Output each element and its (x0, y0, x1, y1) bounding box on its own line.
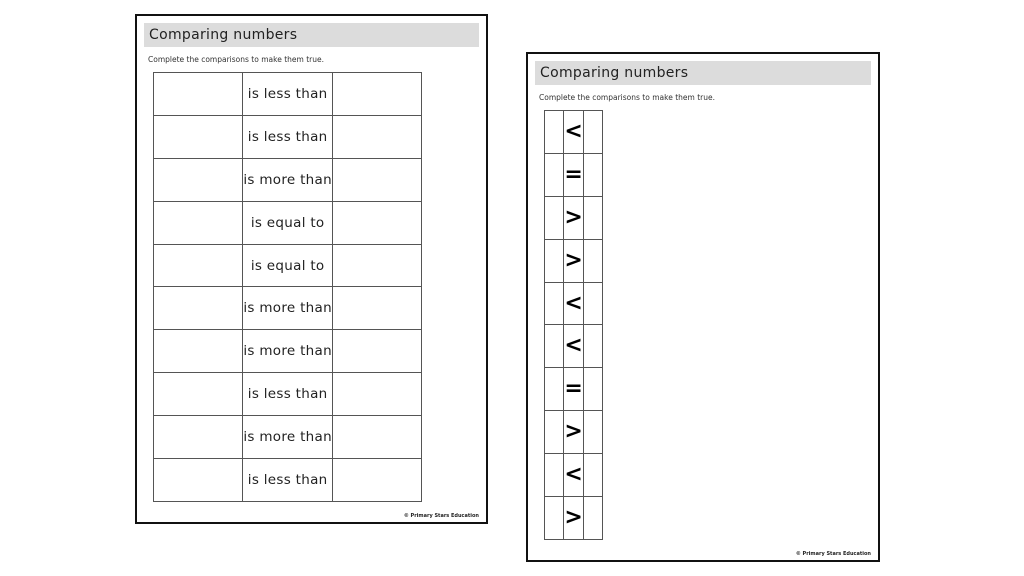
answer-cell-right[interactable] (332, 416, 421, 459)
table-row (545, 282, 603, 325)
comparison-word: is equal to (243, 244, 333, 287)
table-row (545, 196, 603, 239)
answer-cell-left[interactable] (154, 373, 243, 416)
answer-cell-right[interactable] (583, 454, 602, 497)
worksheet-instruction: Complete the comparisons to make them true. (148, 55, 324, 64)
answer-cell-left[interactable] (545, 411, 564, 454)
answer-cell-right[interactable] (332, 373, 421, 416)
comparison-symbol: > (564, 497, 583, 540)
answer-cell-left[interactable] (154, 244, 243, 287)
comparison-word: is more than (243, 330, 333, 373)
comparison-symbol: = (564, 368, 583, 411)
table-row (154, 330, 422, 373)
table-row (545, 411, 603, 454)
answer-cell-right[interactable] (332, 73, 421, 116)
table-row (154, 287, 422, 330)
table-row (154, 373, 422, 416)
copyright-footer: © Primary Stars Education (795, 551, 871, 557)
table-row (154, 459, 422, 502)
answer-cell-left[interactable] (154, 416, 243, 459)
comparison-symbol: < (564, 282, 583, 325)
answer-cell-left[interactable] (154, 158, 243, 201)
worksheet-title: Comparing numbers (144, 23, 479, 47)
answer-cell-right[interactable] (583, 282, 602, 325)
worksheet-words (135, 14, 488, 524)
answer-cell-right[interactable] (583, 497, 602, 540)
worksheet-symbols (526, 52, 880, 562)
comparison-symbol: < (564, 454, 583, 497)
table-row (545, 239, 603, 282)
answer-cell-left[interactable] (545, 325, 564, 368)
comparison-symbol: < (564, 111, 583, 154)
answer-cell-right[interactable] (332, 287, 421, 330)
worksheet-instruction: Complete the comparisons to make them true. (539, 93, 715, 102)
table-row (545, 325, 603, 368)
answer-cell-left[interactable] (545, 497, 564, 540)
comparison-word: is less than (243, 115, 333, 158)
answer-cell-left[interactable] (154, 201, 243, 244)
table-row (154, 201, 422, 244)
answer-cell-left[interactable] (545, 111, 564, 154)
comparison-word: is equal to (243, 201, 333, 244)
answer-cell-right[interactable] (332, 201, 421, 244)
answer-cell-right[interactable] (332, 115, 421, 158)
comparison-table (153, 72, 422, 502)
answer-cell-left[interactable] (154, 459, 243, 502)
table-row (545, 153, 603, 196)
answer-cell-left[interactable] (154, 287, 243, 330)
table-row (545, 497, 603, 540)
answer-cell-left[interactable] (545, 153, 564, 196)
answer-cell-left[interactable] (545, 368, 564, 411)
answer-cell-left[interactable] (545, 196, 564, 239)
comparison-symbol: > (564, 239, 583, 282)
answer-cell-right[interactable] (583, 411, 602, 454)
table-row (545, 454, 603, 497)
comparison-symbol: = (564, 153, 583, 196)
answer-cell-right[interactable] (583, 111, 602, 154)
comparison-table (544, 110, 603, 540)
comparison-word: is more than (243, 287, 333, 330)
table-row (545, 111, 603, 154)
comparison-symbol: > (564, 411, 583, 454)
answer-cell-left[interactable] (154, 330, 243, 373)
answer-cell-right[interactable] (583, 196, 602, 239)
copyright-footer: © Primary Stars Education (403, 513, 479, 519)
table-row (154, 158, 422, 201)
answer-cell-left[interactable] (154, 73, 243, 116)
answer-cell-left[interactable] (545, 282, 564, 325)
comparison-symbol: < (564, 325, 583, 368)
comparison-word: is less than (243, 373, 333, 416)
worksheet-title: Comparing numbers (535, 61, 871, 85)
comparison-word: is less than (243, 459, 333, 502)
comparison-word: is more than (243, 416, 333, 459)
table-row (154, 115, 422, 158)
answer-cell-right[interactable] (583, 239, 602, 282)
answer-cell-left[interactable] (545, 454, 564, 497)
answer-cell-right[interactable] (332, 158, 421, 201)
answer-cell-right[interactable] (332, 459, 421, 502)
answer-cell-left[interactable] (545, 239, 564, 282)
comparison-symbol: > (564, 196, 583, 239)
table-row (154, 73, 422, 116)
answer-cell-left[interactable] (154, 115, 243, 158)
answer-cell-right[interactable] (332, 244, 421, 287)
table-row (154, 244, 422, 287)
answer-cell-right[interactable] (583, 325, 602, 368)
comparison-word: is more than (243, 158, 333, 201)
answer-cell-right[interactable] (332, 330, 421, 373)
answer-cell-right[interactable] (583, 368, 602, 411)
table-row (154, 416, 422, 459)
answer-cell-right[interactable] (583, 153, 602, 196)
comparison-word: is less than (243, 73, 333, 116)
table-row (545, 368, 603, 411)
